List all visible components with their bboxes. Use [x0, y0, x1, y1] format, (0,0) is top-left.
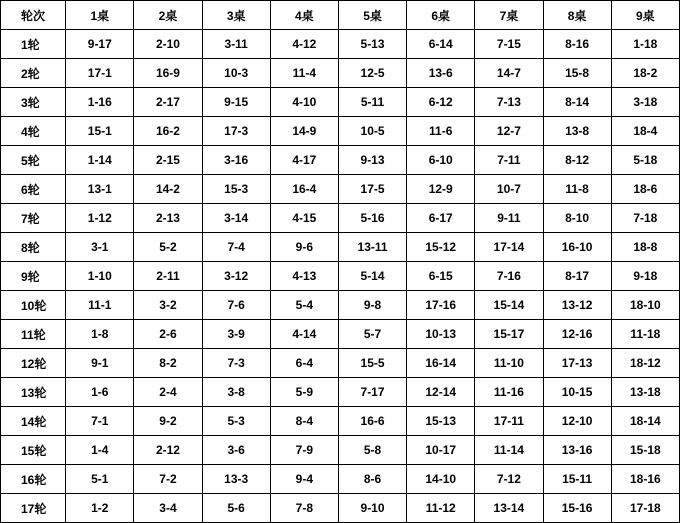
table-header-cell: 3桌 [202, 1, 270, 30]
round-row [1, 204, 680, 233]
pairing-cell: 2-12 [134, 436, 202, 465]
pairing-cell: 8-6 [338, 465, 406, 494]
pairing-cell: 3-4 [134, 494, 202, 523]
pairing-cell: 15-5 [338, 349, 406, 378]
pairing-cell: 3-18 [611, 88, 679, 117]
pairing-cell: 1-2 [66, 494, 134, 523]
pairing-cell: 17-1 [66, 59, 134, 88]
table-header-cell: 6桌 [407, 1, 475, 30]
round-row [1, 407, 680, 436]
pairing-cell: 2-11 [134, 262, 202, 291]
pairing-cell: 1-10 [66, 262, 134, 291]
pairing-cell: 18-14 [611, 407, 679, 436]
pairing-cell: 9-15 [202, 88, 270, 117]
pairing-cell: 5-4 [270, 291, 338, 320]
round-row [1, 494, 680, 523]
pairing-cell: 7-11 [475, 146, 543, 175]
pairing-cell: 15-14 [475, 291, 543, 320]
pairing-cell: 9-8 [338, 291, 406, 320]
pairing-cell: 11-10 [475, 349, 543, 378]
pairing-cell: 17-14 [475, 233, 543, 262]
pairing-cell: 5-18 [611, 146, 679, 175]
pairing-cell: 2-4 [134, 378, 202, 407]
pairing-cell: 15-11 [543, 465, 611, 494]
round-row [1, 291, 680, 320]
pairing-cell: 13-11 [338, 233, 406, 262]
round-row [1, 378, 680, 407]
pairing-cell: 14-7 [475, 59, 543, 88]
pairing-cell: 13-16 [543, 436, 611, 465]
pairing-cell: 18-6 [611, 175, 679, 204]
pairing-cell: 10-5 [338, 117, 406, 146]
pairing-cell: 5-3 [202, 407, 270, 436]
pairing-cell: 10-15 [543, 378, 611, 407]
pairing-cell: 13-3 [202, 465, 270, 494]
pairing-cell: 7-16 [475, 262, 543, 291]
pairing-cell: 8-14 [543, 88, 611, 117]
pairing-cell: 7-2 [134, 465, 202, 494]
pairing-cell: 17-11 [475, 407, 543, 436]
pairing-cell: 12-5 [338, 59, 406, 88]
round-label-cell: 15轮 [1, 436, 66, 465]
pairing-cell: 12-9 [407, 175, 475, 204]
pairing-cell: 11-8 [543, 175, 611, 204]
pairing-cell: 9-1 [66, 349, 134, 378]
pairing-cell: 10-7 [475, 175, 543, 204]
pairing-cell: 1-6 [66, 378, 134, 407]
pairing-cell: 9-4 [270, 465, 338, 494]
pairing-cell: 10-3 [202, 59, 270, 88]
table-header-cell: 8桌 [543, 1, 611, 30]
pairing-cell: 17-5 [338, 175, 406, 204]
pairing-cell: 15-12 [407, 233, 475, 262]
pairing-cell: 16-4 [270, 175, 338, 204]
pairing-cell: 17-3 [202, 117, 270, 146]
round-label-cell: 9轮 [1, 262, 66, 291]
pairing-cell: 13-12 [543, 291, 611, 320]
round-label-cell: 16轮 [1, 465, 66, 494]
round-label-cell: 13轮 [1, 378, 66, 407]
pairing-cell: 8-12 [543, 146, 611, 175]
pairing-cell: 9-18 [611, 262, 679, 291]
pairing-cell: 3-6 [202, 436, 270, 465]
pairing-cell: 13-14 [475, 494, 543, 523]
round-label-cell: 2轮 [1, 59, 66, 88]
pairing-cell: 18-4 [611, 117, 679, 146]
pairing-cell: 15-16 [543, 494, 611, 523]
table-header-cell: 7桌 [475, 1, 543, 30]
pairing-cell: 3-12 [202, 262, 270, 291]
pairing-cell: 11-1 [66, 291, 134, 320]
corner-header-cell: 轮次 [1, 1, 66, 30]
pairing-cell: 3-14 [202, 204, 270, 233]
pairing-cell: 2-10 [134, 30, 202, 59]
pairing-cell: 16-2 [134, 117, 202, 146]
pairing-cell: 5-6 [202, 494, 270, 523]
pairing-cell: 3-9 [202, 320, 270, 349]
pairing-cell: 13-1 [66, 175, 134, 204]
pairing-cell: 2-13 [134, 204, 202, 233]
pairing-cell: 4-12 [270, 30, 338, 59]
round-row [1, 88, 680, 117]
pairing-cell: 2-17 [134, 88, 202, 117]
pairing-cell: 4-17 [270, 146, 338, 175]
pairing-cell: 5-16 [338, 204, 406, 233]
pairing-cell: 3-2 [134, 291, 202, 320]
pairing-cell: 4-14 [270, 320, 338, 349]
pairing-cell: 1-14 [66, 146, 134, 175]
round-label-cell: 10轮 [1, 291, 66, 320]
pairing-cell: 11-14 [475, 436, 543, 465]
pairing-cell: 8-2 [134, 349, 202, 378]
round-label-cell: 17轮 [1, 494, 66, 523]
pairing-cell: 8-4 [270, 407, 338, 436]
pairing-cell: 12-7 [475, 117, 543, 146]
pairing-cell: 5-7 [338, 320, 406, 349]
table-header-cell: 2桌 [134, 1, 202, 30]
pairing-cell: 9-2 [134, 407, 202, 436]
round-label-cell: 7轮 [1, 204, 66, 233]
pairing-cell: 9-17 [66, 30, 134, 59]
pairing-cell: 3-11 [202, 30, 270, 59]
pairing-cell: 9-10 [338, 494, 406, 523]
round-label-cell: 8轮 [1, 233, 66, 262]
pairing-cell: 5-11 [338, 88, 406, 117]
pairing-cell: 5-1 [66, 465, 134, 494]
pairing-cell: 6-17 [407, 204, 475, 233]
pairing-cell: 7-1 [66, 407, 134, 436]
pairing-cell: 9-11 [475, 204, 543, 233]
round-label-cell: 5轮 [1, 146, 66, 175]
round-row [1, 349, 680, 378]
round-row [1, 59, 680, 88]
pairing-cell: 6-10 [407, 146, 475, 175]
round-label-cell: 12轮 [1, 349, 66, 378]
pairing-cell: 4-13 [270, 262, 338, 291]
pairing-cell: 1-12 [66, 204, 134, 233]
pairing-cell: 5-13 [338, 30, 406, 59]
pairing-cell: 14-10 [407, 465, 475, 494]
pairing-cell: 15-18 [611, 436, 679, 465]
pairing-cell: 7-12 [475, 465, 543, 494]
round-row [1, 233, 680, 262]
pairing-cell: 6-4 [270, 349, 338, 378]
pairing-cell: 6-14 [407, 30, 475, 59]
pairing-cell: 9-13 [338, 146, 406, 175]
pairing-cell: 1-8 [66, 320, 134, 349]
pairing-cell: 1-16 [66, 88, 134, 117]
pairing-cell: 5-2 [134, 233, 202, 262]
pairing-cell: 3-16 [202, 146, 270, 175]
pairing-cell: 15-8 [543, 59, 611, 88]
pairing-cell: 7-9 [270, 436, 338, 465]
pairing-cell: 17-13 [543, 349, 611, 378]
table-header-cell: 4桌 [270, 1, 338, 30]
pairing-cell: 15-13 [407, 407, 475, 436]
pairing-cell: 6-15 [407, 262, 475, 291]
pairing-cell: 2-6 [134, 320, 202, 349]
pairing-cell: 7-15 [475, 30, 543, 59]
pairing-cell: 16-6 [338, 407, 406, 436]
round-label-cell: 11轮 [1, 320, 66, 349]
pairing-cell: 8-16 [543, 30, 611, 59]
pairing-cell: 15-17 [475, 320, 543, 349]
pairing-cell: 11-12 [407, 494, 475, 523]
pairing-cell: 11-16 [475, 378, 543, 407]
pairing-cell: 4-15 [270, 204, 338, 233]
pairing-cell: 16-9 [134, 59, 202, 88]
round-row [1, 262, 680, 291]
schedule-body [1, 1, 680, 523]
round-label-cell: 6轮 [1, 175, 66, 204]
pairing-cell: 18-2 [611, 59, 679, 88]
pairing-cell: 8-17 [543, 262, 611, 291]
pairing-cell: 16-14 [407, 349, 475, 378]
round-row [1, 30, 680, 59]
pairing-cell: 11-6 [407, 117, 475, 146]
pairing-cell: 7-6 [202, 291, 270, 320]
pairing-cell: 10-17 [407, 436, 475, 465]
pairing-cell: 17-16 [407, 291, 475, 320]
pairing-cell: 16-10 [543, 233, 611, 262]
round-label-cell: 3轮 [1, 88, 66, 117]
pairing-cell: 7-17 [338, 378, 406, 407]
pairing-cell: 12-16 [543, 320, 611, 349]
pairing-cell: 2-15 [134, 146, 202, 175]
round-row [1, 175, 680, 204]
pairing-cell: 5-8 [338, 436, 406, 465]
pairing-cell: 3-1 [66, 233, 134, 262]
table-header-cell: 1桌 [66, 1, 134, 30]
pairing-cell: 14-9 [270, 117, 338, 146]
pairing-cell: 1-4 [66, 436, 134, 465]
round-row [1, 146, 680, 175]
pairing-cell: 14-2 [134, 175, 202, 204]
pairing-cell: 5-9 [270, 378, 338, 407]
pairing-cell: 18-10 [611, 291, 679, 320]
pairing-cell: 18-8 [611, 233, 679, 262]
pairing-cell: 15-3 [202, 175, 270, 204]
pairing-cell: 13-18 [611, 378, 679, 407]
round-row [1, 320, 680, 349]
pairing-cell: 6-12 [407, 88, 475, 117]
pairing-cell: 18-16 [611, 465, 679, 494]
round-label-cell: 1轮 [1, 30, 66, 59]
table-header-cell: 5桌 [338, 1, 406, 30]
round-row [1, 117, 680, 146]
pairing-cell: 3-8 [202, 378, 270, 407]
table-header-cell: 9桌 [611, 1, 679, 30]
pairing-cell: 13-8 [543, 117, 611, 146]
pairing-cell: 7-4 [202, 233, 270, 262]
round-row [1, 436, 680, 465]
pairing-cell: 7-3 [202, 349, 270, 378]
pairing-cell: 1-18 [611, 30, 679, 59]
pairing-cell: 9-6 [270, 233, 338, 262]
pairing-cell: 7-18 [611, 204, 679, 233]
header-row [1, 1, 680, 30]
round-label-cell: 4轮 [1, 117, 66, 146]
pairing-cell: 11-18 [611, 320, 679, 349]
pairing-cell: 8-10 [543, 204, 611, 233]
pairing-cell: 13-6 [407, 59, 475, 88]
pairing-cell: 11-4 [270, 59, 338, 88]
pairing-cell: 17-18 [611, 494, 679, 523]
round-label-cell: 14轮 [1, 407, 66, 436]
pairing-cell: 7-8 [270, 494, 338, 523]
pairing-cell: 12-14 [407, 378, 475, 407]
pairing-cell: 10-13 [407, 320, 475, 349]
pairing-cell: 7-13 [475, 88, 543, 117]
pairing-cell: 12-10 [543, 407, 611, 436]
pairing-cell: 18-12 [611, 349, 679, 378]
pairing-cell: 15-1 [66, 117, 134, 146]
pairing-cell: 4-10 [270, 88, 338, 117]
pairing-cell: 5-14 [338, 262, 406, 291]
round-row [1, 465, 680, 494]
